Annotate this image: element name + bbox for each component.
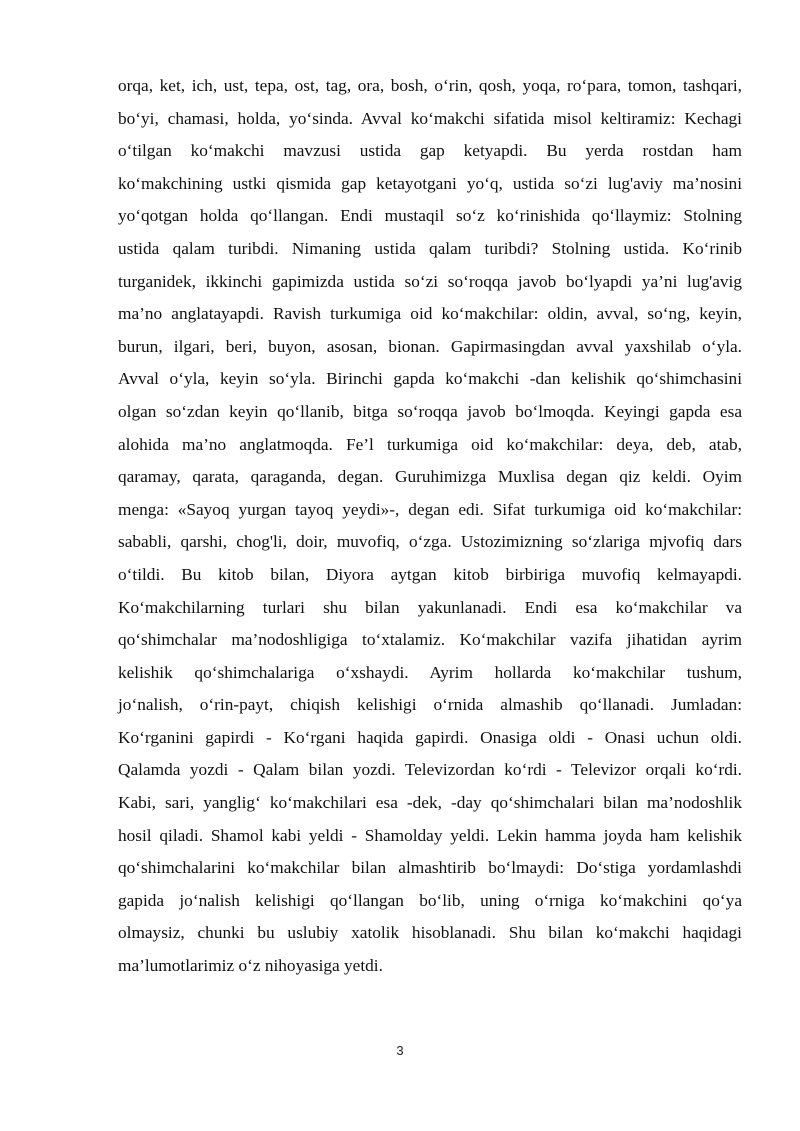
text-line: gapida jo‘nalish kelishigi qo‘llangan bo‘lib, uning o‘rniga ko‘makchini qo‘ya (118, 890, 742, 910)
text-line-final: ma’lumotlarimiz o‘z nihoyasiga yetdi. (118, 956, 383, 976)
text-line: olmaysiz, chunki bu uslubiy xatolik hisoblanadi. Shu bilan ko‘makchi haqidagi (118, 923, 742, 943)
text-line: bo‘yi, chamasi, holda, yo‘sinda. Avval ko‘makchi sifatida misol keltiramiz: Kechagi (118, 108, 742, 128)
body-text (118, 70, 742, 983)
text-line: Ko‘makchilarning turlari shu bilan yakunlanadi. Endi esa ko‘makchilar va (118, 597, 742, 617)
page-number: 3 (396, 1043, 404, 1058)
text-line: Qalamda yozdi - Qalam bilan yozdi. Televizordan ko‘rdi - Televizor orqali ko‘rdi. (118, 760, 742, 780)
text-line: olgan so‘zdan keyin qo‘llanib, bitga so‘roqqa javob bo‘lmoqda. Keyingi gapda esa (118, 401, 742, 421)
text-line: ma’no anglatayapdi. Ravish turkumiga oid ko‘makchilar: oldin, avval, so‘ng, keyin, (118, 304, 742, 324)
text-line: qaramay, qarata, qaraganda, degan. Guruhimizga Muxlisa degan qiz keldi. Oyim (118, 467, 742, 487)
text-line: Avval o‘yla, keyin so‘yla. Birinchi gapda ko‘makchi -dan kelishik qo‘shimchasini (118, 369, 742, 389)
text-line: yo‘qotgan holda qo‘llangan. Endi mustaqil so‘z ko‘rinishida qo‘llaymiz: Stolning (118, 206, 742, 226)
text-line: ustida qalam turibdi. Nimaning ustida qalam turibdi? Stolning ustida. Ko‘rinib (118, 238, 742, 258)
text-line: qo‘shimchalarini ko‘makchilar bilan almashtirib bo‘lmaydi: Do‘stiga yordamlashdi (118, 858, 742, 878)
text-line: ko‘makchining ustki qismida gap ketayotgani yo‘q, ustida so‘zi lug'aviy ma’nosini (118, 173, 742, 193)
text-line: burun, ilgari, beri, buyon, asosan, bionan. Gapirmasingdan avval yaxshilab o‘yla. (118, 336, 742, 356)
text-line: hosil qiladi. Shamol kabi yeldi - Shamolday yeldi. Lekin hamma joyda ham kelishik (118, 825, 742, 845)
text-line: turganidek, ikkinchi gapimizda ustida so‘zi so‘roqqa javob bo‘lyapdi ya’ni lug'avig (118, 271, 742, 291)
text-line: alohida ma’no anglatmoqda. Fe’l turkumiga oid ko‘makchilar: deya, deb, atab, (118, 434, 742, 454)
text-line: sababli, qarshi, chog'li, doir, muvofiq, o‘zga. Ustozimizning so‘zlariga mjvofiq dars (118, 532, 742, 552)
text-line: Kabi, sari, yanglig‘ ko‘makchilari esa -dek, -day qo‘shimchalari bilan ma’nodoshlik (118, 793, 742, 813)
text-line: qo‘shimchalar ma’nodoshligiga to‘xtalamiz. Ko‘makchilar vazifa jihatidan ayrim (118, 630, 742, 650)
text-line: kelishik qo‘shimchalariga o‘xshaydi. Ayrim hollarda ko‘makchilar tushum, (118, 662, 742, 682)
text-line: o‘tildi. Bu kitob bilan, Diyora aytgan kitob birbiriga muvofiq kelmayapdi. (118, 564, 742, 584)
text-line: orqa, ket, ich, ust, tepa, ost, tag, ora, bosh, o‘rin, qosh, yoqa, ro‘para, tomon, tashqari, (118, 76, 742, 95)
text-line: Ko‘rganini gapirdi - Ko‘rgani haqida gapirdi. Onasiga oldi - Onasi uchun oldi. (118, 727, 742, 747)
text-line: jo‘nalish, o‘rin-payt, chiqish kelishigi o‘rnida almashib qo‘llanadi. Jumladan: (118, 695, 742, 715)
text-line: menga: «Sayoq yurgan tayoq yeydi»-, degan edi. Sifat turkumiga oid ko‘makchilar: (118, 499, 742, 519)
text-line: o‘tilgan ko‘makchi mavzusi ustida gap ketyapdi. Bu yerda rostdan ham (118, 141, 742, 161)
